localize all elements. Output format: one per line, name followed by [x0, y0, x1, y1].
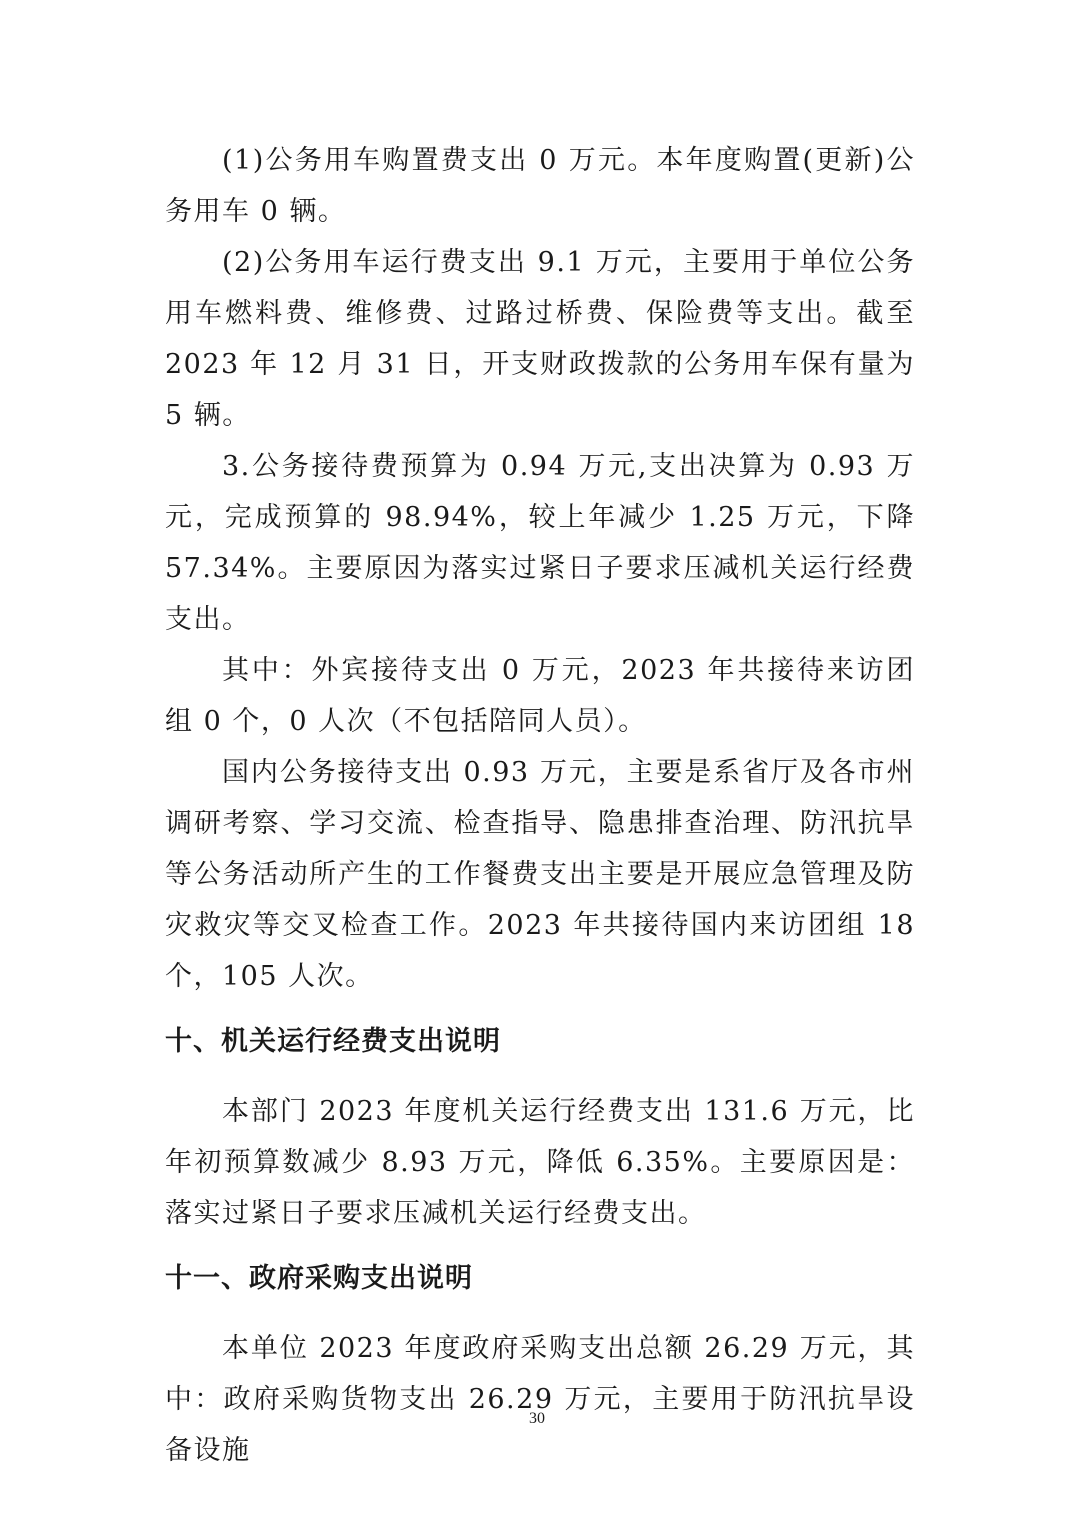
section-heading-operating-expenses: 十、机关运行经费支出说明 — [165, 1026, 501, 1057]
page-content — [165, 135, 915, 1476]
paragraph-vehicle-purchase: (1)公务用车购置费支出 0 万元。本年度购置(更新)公务用车 0 辆。 — [165, 145, 915, 227]
paragraph-procurement: 本单位 2023 年度政府采购支出总额 26.29 万元，其中：政府采购货物支出 26.29 万元，主要用于防汛抗旱设备设施 — [165, 1333, 915, 1466]
paragraph-reception-budget: 3.公务接待费预算为 0.94 万元,支出决算为 0.93 万元，完成预算的 98.94%，较上年减少 1.25 万元，下降 57.34%。主要原因为落实过紧日子要求压减机关运行经费支出。 — [165, 451, 915, 635]
paragraph-operating-expenses: 本部门 2023 年度机关运行经费支出 131.6 万元，比年初预算数减少 8.93 万元，降低 6.35%。主要原因是：落实过紧日子要求压减机关运行经费支出。 — [165, 1096, 915, 1229]
paragraph-vehicle-operation: (2)公务用车运行费支出 9.1 万元，主要用于单位公务用车燃料费、维修费、过路过桥费、保险费等支出。截至 2023 年 12 月 31 日，开支财政拨款的公务用车保有量为 5 辆。 — [165, 247, 915, 431]
section-heading-procurement: 十一、政府采购支出说明 — [165, 1263, 473, 1294]
paragraph-domestic-reception: 国内公务接待支出 0.93 万元，主要是系省厅及各市州调研考察、学习交流、检查指导、隐患排查治理、防汛抗旱等公务活动所产生的工作餐费支出主要是开展应急管理及防灾救灾等交叉检查工作。2023 年共接待国内来访团组 18 个，105 人次。 — [165, 757, 915, 992]
page-number: 30 — [529, 1410, 545, 1427]
paragraph-foreign-reception: 其中：外宾接待支出 0 万元，2023 年共接待来访团组 0 个，0 人次（不包括陪同人员）。 — [165, 655, 915, 737]
